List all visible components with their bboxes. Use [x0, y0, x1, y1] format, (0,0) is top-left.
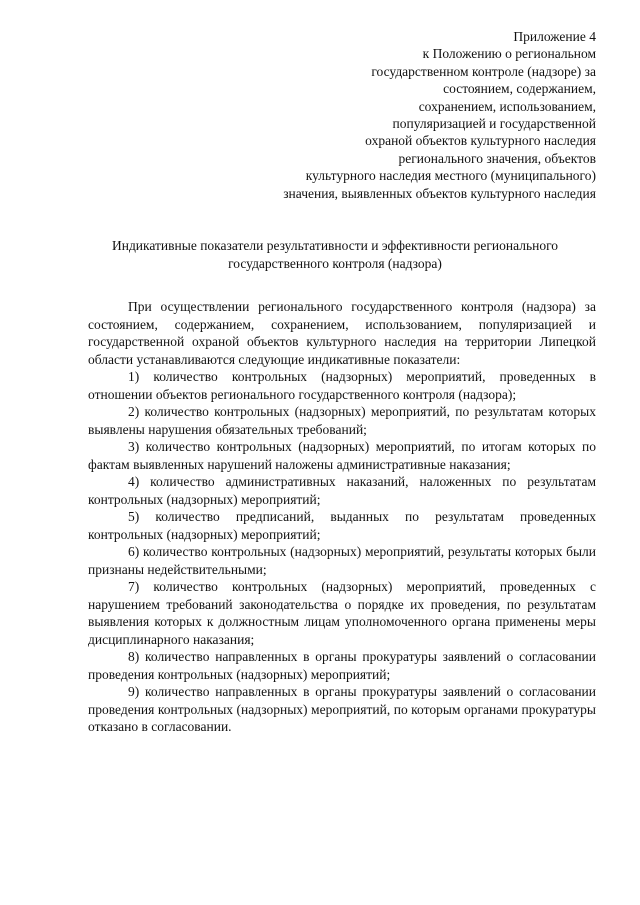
appendix-line: регионального значения, объектов — [398, 150, 596, 166]
indicator-item: 5) количество предписаний, выданных по результатам проведенных контрольных (надзорных) мероприятий; — [88, 509, 596, 542]
indicator-item: 1) количество контрольных (надзорных) мероприятий, проведенных в отношении объектов регионального государственного контроля (надзора); — [88, 369, 596, 402]
indicator-item: 8) количество направленных в органы прокуратуры заявлений о согласовании проведения контрольных (надзорных) мероприятий; — [88, 649, 596, 682]
appendix-line: значения, выявленных объектов культурного наследия — [283, 185, 596, 201]
intro-paragraph: При осуществлении регионального государственного контроля (надзора) за состоянием, содержанием, сохранением, использованием, популяризацией и государственной охраной объектов культурного наследия на территории Липецкой области устанавливаются следующие индикативные показатели: — [88, 299, 596, 367]
indicator-item: 9) количество направленных в органы прокуратуры заявлений о согласовании проведения контрольных (надзорных) мероприятий, по которым органами прокуратуры отказано в согласовании. — [88, 684, 596, 734]
appendix-header — [176, 28, 596, 202]
appendix-line: состоянием, содержанием, — [443, 81, 596, 97]
indicator-item: 6) количество контрольных (надзорных) мероприятий, результаты которых были признаны недействительными; — [88, 544, 596, 577]
document-body — [88, 298, 596, 736]
appendix-line: популяризацией и государственной — [392, 116, 596, 132]
indicator-item: 3) количество контрольных (надзорных) мероприятий, по итогам которых по фактам выявленных нарушений наложены административные наказания; — [88, 439, 596, 472]
indicator-item: 2) количество контрольных (надзорных) мероприятий, по результатам которых выявлены нарушения обязательных требований; — [88, 404, 596, 437]
indicator-item: 7) количество контрольных (надзорных) мероприятий, проведенных с нарушением требований законодательства о порядке их проведения, по результатам выявления которых к должностным лицам уполномоченного органа применены меры дисциплинарного наказания; — [88, 579, 596, 647]
appendix-line: Приложение 4 — [513, 29, 596, 44]
appendix-line: государственном контроле (надзоре) за — [371, 63, 596, 79]
title-line: государственного контроля (надзора) — [228, 255, 442, 271]
title-line: Индикативные показатели результативности и эффективности регионального — [111, 238, 559, 253]
appendix-line: сохранением, использованием, — [418, 98, 596, 114]
appendix-line: охраной объектов культурного наследия — [365, 133, 596, 149]
document-title — [70, 237, 600, 272]
appendix-line: к Положению о региональном — [422, 46, 596, 62]
appendix-line: культурного наследия местного (муниципального) — [305, 168, 596, 184]
indicator-item: 4) количество административных наказаний, наложенных по результатам контрольных (надзорных) мероприятий; — [88, 474, 596, 507]
